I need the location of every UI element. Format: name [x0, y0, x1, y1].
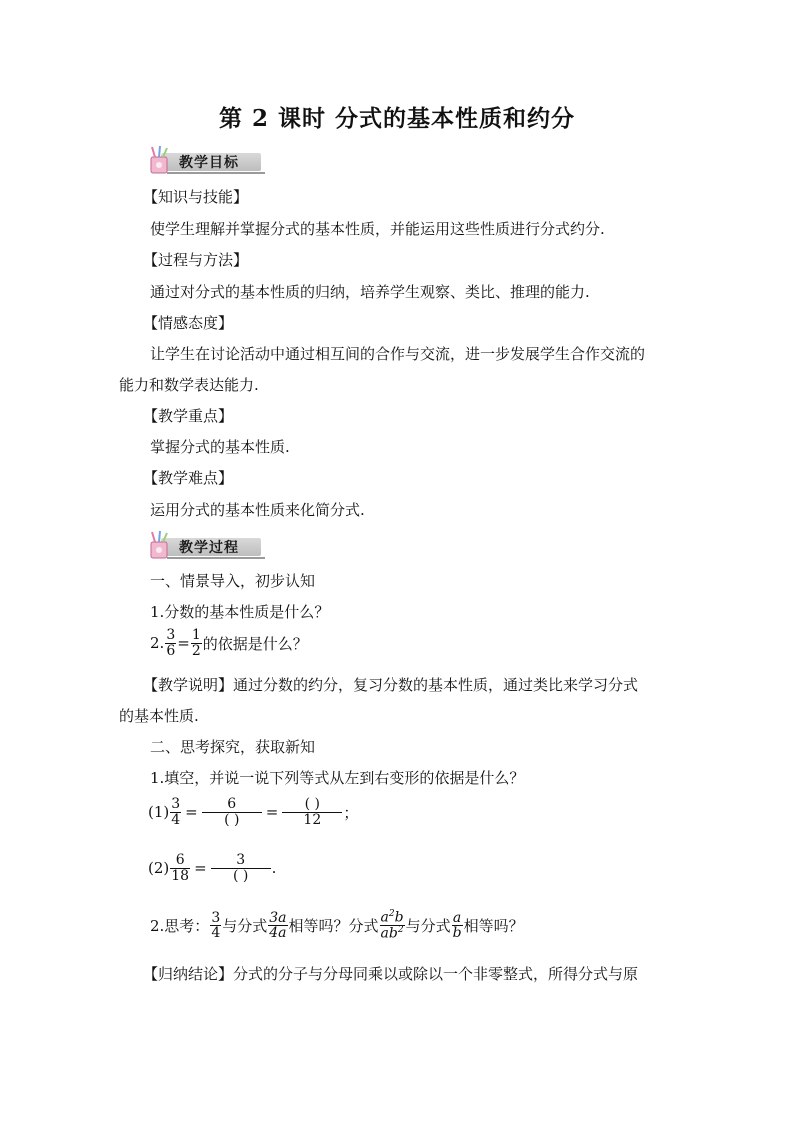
fraction	[165, 628, 176, 658]
equals-sign: =	[185, 803, 198, 822]
knowledge-text: 使学生理解并掌握分式的基本性质，并能运用这些性质进行分式约分.	[150, 220, 605, 238]
fraction	[210, 911, 221, 941]
blank-denominator: ( )	[202, 812, 262, 828]
item-label: (2)	[148, 859, 170, 878]
question-2-prefix: 2.	[150, 634, 165, 653]
page-title: 第 2 课时 分式的基本性质和约分	[218, 105, 576, 132]
punctuation: ；	[343, 803, 359, 822]
question-2-suffix: 的依据是什么？	[202, 634, 308, 653]
equals-sign: =	[177, 634, 190, 653]
fraction	[452, 911, 463, 941]
denominator: $ab^2$	[380, 925, 404, 942]
conclusion-text: 【归纳结论】分式的分子与分母同乘以或除以一个非零整式，所得分式与原	[143, 965, 639, 983]
section1-heading: 一、情景导入，初步认知	[150, 572, 316, 590]
fraction	[202, 797, 262, 827]
numerator: 3	[236, 852, 246, 868]
numerator: 3	[211, 909, 221, 926]
think-question	[150, 910, 524, 942]
punctuation: .	[271, 859, 277, 878]
question-2	[150, 628, 308, 658]
denominator: 12	[282, 812, 342, 828]
process-method-text: 通过对分式的基本性质的归纳，培养学生观察、类比、推理的能力.	[150, 283, 590, 301]
teaching-note-line2: 的基本性质.	[119, 707, 199, 725]
denominator: 6	[166, 642, 176, 659]
process-method-heading: 【过程与方法】	[143, 251, 249, 269]
question-1: 1.分数的基本性质是什么？	[150, 603, 330, 621]
blank-denominator: ( )	[211, 868, 271, 884]
teaching-note-line1: 【教学说明】通过分数的约分，复习分数的基本性质，通过类比来学习分式	[143, 676, 639, 694]
numerator: a	[452, 909, 462, 926]
banner-underline	[167, 557, 265, 559]
equals-sign: =	[194, 859, 207, 878]
attitude-heading: 【情感态度】	[143, 314, 234, 332]
think-text: 相等吗？	[463, 917, 524, 936]
think-text: 相等吗？分式	[288, 917, 379, 936]
numerator: $a^2b$	[380, 909, 404, 926]
numerator: 3a	[269, 909, 287, 926]
process-banner	[143, 530, 265, 560]
fraction	[211, 853, 271, 883]
fill-equation-1	[148, 797, 358, 827]
think-text: 与分式	[222, 917, 268, 936]
attitude-text-line1: 让学生在讨论活动中通过相互间的合作与交流，进一步发展学生合作交流的	[150, 345, 646, 363]
key-point-text: 掌握分式的基本性质.	[150, 438, 290, 456]
blank-numerator: ( )	[304, 796, 321, 812]
key-point-heading: 【教学重点】	[143, 407, 234, 425]
equals-sign: =	[265, 803, 279, 822]
fraction	[170, 853, 190, 883]
denominator: b	[452, 925, 462, 942]
fraction-a2b-over-ab2	[380, 910, 405, 942]
think-text: 与分式	[405, 917, 451, 936]
process-banner-label: 教学过程	[179, 540, 239, 556]
numerator: 1	[191, 627, 201, 643]
fill-equation-2	[148, 853, 276, 883]
numerator: 6	[227, 796, 237, 812]
knowledge-heading: 【知识与技能】	[143, 188, 249, 206]
difficult-point-text: 运用分式的基本性质来化简分式.	[150, 501, 365, 519]
denominator: 18	[171, 867, 190, 884]
fill-in-question: 1.填空，并说一说下列等式从左到右变形的依据是什么？	[150, 769, 525, 787]
attitude-text-line2: 能力和数学表达能力.	[119, 376, 259, 394]
fraction	[191, 628, 202, 658]
denominator: 4	[171, 811, 181, 828]
fraction	[268, 911, 287, 941]
section2-heading: 二、思考探究，获取新知	[150, 738, 316, 756]
pencil-cup-icon	[143, 145, 183, 175]
denominator: 4a	[269, 925, 287, 942]
objectives-banner	[143, 145, 265, 175]
item-label: (1)	[148, 803, 170, 822]
numerator: 6	[175, 852, 185, 868]
numerator: 3	[166, 627, 176, 643]
objectives-banner-label: 教学目标	[179, 155, 239, 171]
think-prefix: 2.思考：	[150, 917, 210, 936]
fraction	[170, 797, 181, 827]
fraction	[282, 797, 342, 827]
denominator: 2	[191, 642, 201, 659]
numerator: 3	[171, 796, 181, 812]
difficult-point-heading: 【教学难点】	[143, 469, 234, 487]
banner-underline	[167, 172, 265, 174]
denominator: 4	[211, 925, 221, 942]
pencil-cup-icon	[143, 530, 183, 560]
